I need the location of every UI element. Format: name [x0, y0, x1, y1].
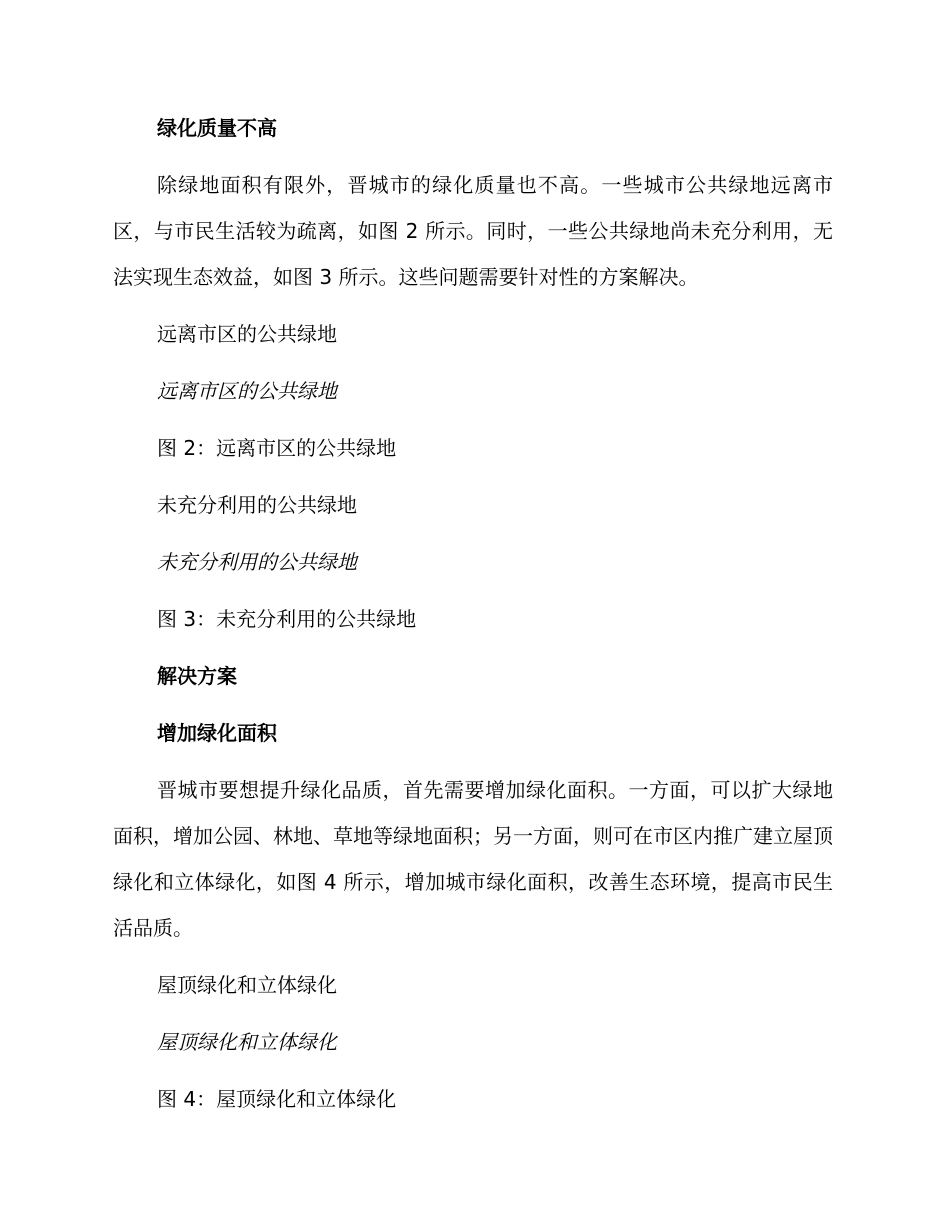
paragraph-green-quality: 除绿地面积有限外，晋城市的绿化质量也不高。一些城市公共绿地远离市区，与市民生活较为疏离，如图 2 所示。同时，一些公共绿地尚未充分利用，无法实现生态效益，如图 3 所示。这些问题需要针对性的方案解决。 — [113, 173, 833, 289]
figure-4-alt-text: 屋顶绿化和立体绿化 — [157, 973, 337, 997]
section-heading-green-quality: 绿化质量不高 — [157, 116, 277, 140]
section-heading-increase-green-area: 增加绿化面积 — [157, 721, 277, 745]
figure-4-italic-label: 屋顶绿化和立体绿化 — [157, 1030, 337, 1054]
paragraph-increase-green-area: 晋城市要想提升绿化品质，首先需要增加绿化面积。一方面，可以扩大绿地面积，增加公园、林地、草地等绿地面积；另一方面，则可在市区内推广建立屋顶绿化和立体绿化，如图 4 所示，增加城市绿化面积，改善生态环境，提高市民生活品质。 — [113, 778, 833, 940]
figure-2-caption: 图 2：远离市区的公共绿地 — [157, 436, 397, 460]
figure-3-caption: 图 3：未充分利用的公共绿地 — [157, 607, 417, 631]
figure-2-italic-label: 远离市区的公共绿地 — [157, 379, 337, 403]
figure-3-alt-text: 未充分利用的公共绿地 — [157, 493, 357, 517]
figure-4-caption: 图 4：屋顶绿化和立体绿化 — [157, 1087, 397, 1111]
document-page — [113, 105, 833, 1133]
figure-2-alt-text: 远离市区的公共绿地 — [157, 322, 337, 346]
section-heading-solutions: 解决方案 — [157, 664, 237, 688]
figure-3-italic-label: 未充分利用的公共绿地 — [157, 550, 357, 574]
